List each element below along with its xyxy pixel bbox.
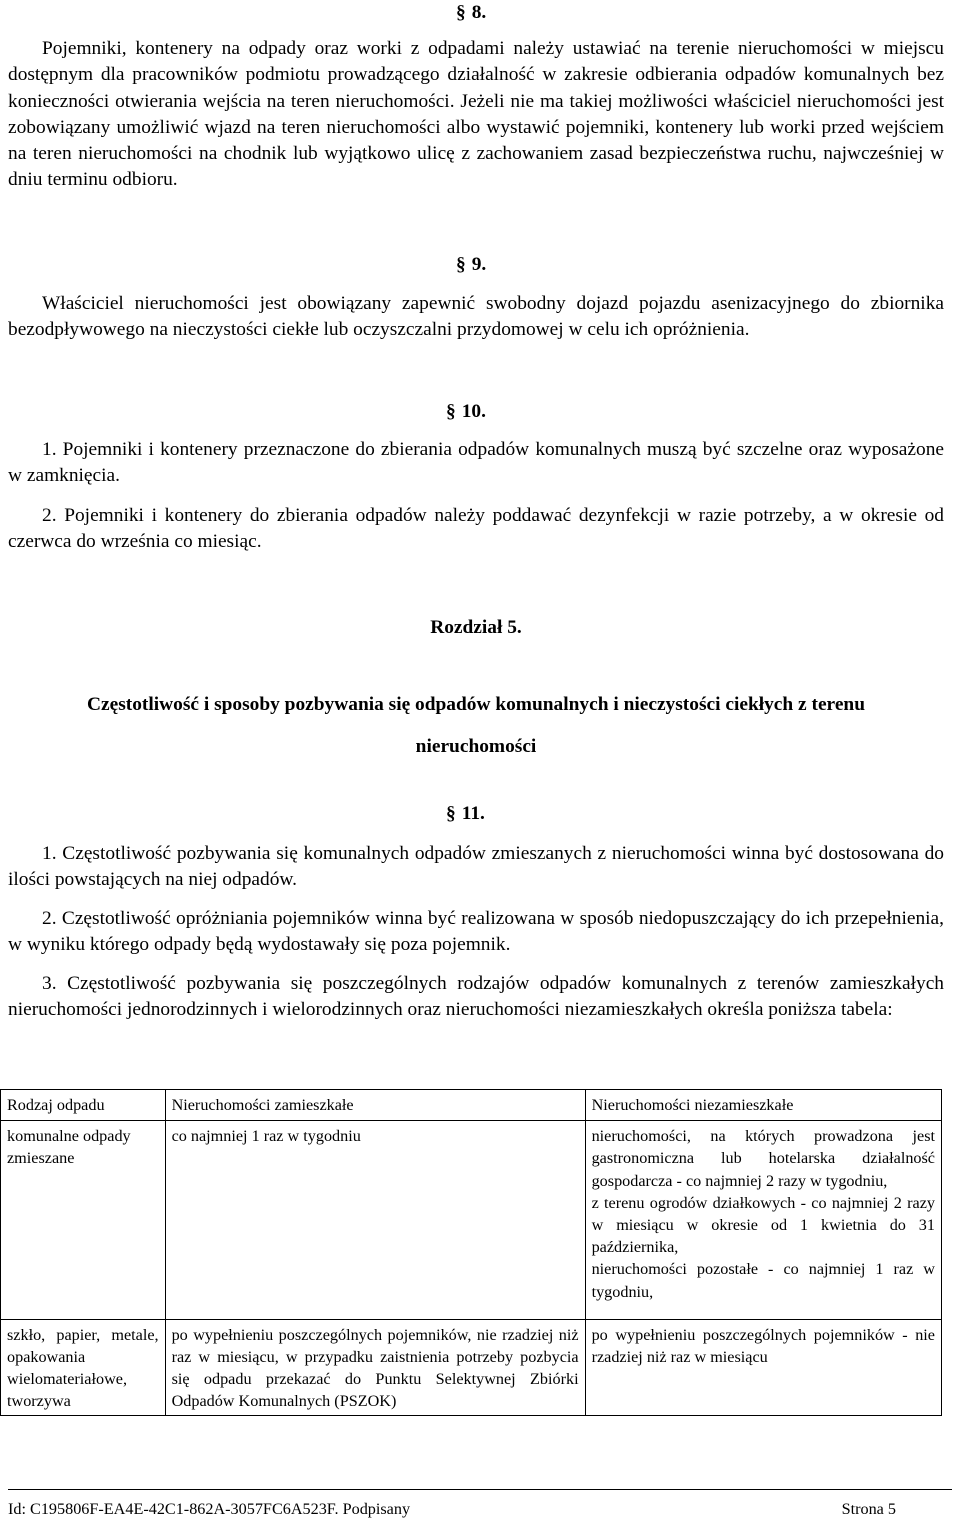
- table-row: [1, 1121, 942, 1320]
- nonresidential-rule: nieruchomości, na których prowadzona jest gastronomiczna lub hotelarska działalność gospodarcza - co najmniej 2 razy w tygodniu,: [591, 1127, 935, 1190]
- document-id: Id: C195806F-EA4E-42C1-862A-3057FC6A523F. Podpisany: [8, 1500, 411, 1518]
- table-cell-waste-type: komunalne odpady zmieszane: [1, 1121, 166, 1320]
- table-header-cell: Rodzaj odpadu: [1, 1090, 166, 1121]
- table-row: [1, 1319, 942, 1415]
- footer-divider: [8, 1489, 952, 1490]
- table-cell-residential: co najmniej 1 raz w tygodniu: [165, 1121, 585, 1320]
- table-cell-residential: po wypełnieniu poszczególnych pojemników, nie rzadziej niż raz w miesiącu, w przypadku zaistnienia potrzeby pozbycia się odpadu przekazać do Punktu Selektywnej Zbiórki Odpadów Komunalnych (PSZOK): [165, 1319, 585, 1415]
- table-header-row: [1, 1090, 942, 1121]
- paragraph-11-2: 2. Częstotliwość opróżniania pojemników winna być realizowana w sposób niedopuszczający do ich przepełnienia, w wyniku którego odpady będą wydostawały się poza pojemnik.: [8, 908, 944, 956]
- section-heading-11: § 11.: [446, 803, 485, 824]
- section-heading-8: § 8.: [456, 2, 487, 23]
- nonresidential-rule: z terenu ogrodów działkowych - co najmniej 2 razy w miesiącu w okresie od 1 kwietnia do 31 października,: [591, 1193, 935, 1257]
- paragraph-9: Właściciel nieruchomości jest obowiązany zapewnić swobodny dojazd pojazdu asenizacyjnego do zbiornika bezodpływowego na nieczystości ciekłe lub oczyszczalni przydomowej w celu ich opróżnienia.: [8, 293, 944, 341]
- paragraph-11-3: 3. Częstotliwość pozbywania się poszczególnych rodzajów odpadów komunalnych z terenów zamieszkałych nieruchomości jednorodzinnych i wielorodzinnych oraz nieruchomości niezamieszkałych określa poniższa tabela:: [8, 973, 944, 1021]
- paragraph-11-1: 1. Częstotliwość pozbywania się komunalnych odpadów zmieszanych z nieruchomości winna być dostosowana do ilości powstających na niej odpadów.: [8, 843, 944, 891]
- nonresidential-rule: nieruchomości pozostałe - co najmniej 1 raz w tygodniu,: [591, 1260, 935, 1301]
- waste-frequency-table: [0, 1089, 942, 1416]
- chapter-label: Rozdział 5.: [430, 617, 522, 638]
- table-header-cell: Nieruchomości niezamieszkałe: [585, 1090, 941, 1121]
- table-cell-nonresidential: [585, 1121, 941, 1320]
- table-header-cell: Nieruchomości zamieszkałe: [165, 1090, 585, 1121]
- table-cell-nonresidential: po wypełnieniu poszczególnych pojemników - nie rzadziej niż raz w miesiącu: [585, 1319, 941, 1415]
- section-heading-10: § 10.: [446, 401, 486, 422]
- paragraph-8: Pojemniki, kontenery na odpady oraz worki z odpadami należy ustawiać na terenie nieruchomości w miejscu dostępnym dla pracowników podmiotu prowadzącego działalność w zakresie odbierania odpadów komunalnych bez konieczności otwierania wejścia na teren nieruchomości. Jeżeli nie ma takiej możliwości właściciel nieruchomości jest zobowiązany umożliwić wjazd na teren nieruchomości albo wystawić pojemniki, kontenery lub worki przed wejściem na teren nieruchomości na chodnik lub wyjątkowo ulicę z zachowaniem zasad bezpieczeństwa ruchu, najwcześniej w dniu terminu odbioru.: [8, 38, 944, 191]
- chapter-title-line-1: Częstotliwość i sposoby pozbywania się odpadów komunalnych i nieczystości ciekłych z terenu: [87, 694, 865, 715]
- page-number: Strona 5: [841, 1500, 896, 1518]
- paragraph-10-1: 1. Pojemniki i kontenery przeznaczone do zbierania odpadów komunalnych muszą być szczelne oraz wyposażone w zamknięcia.: [8, 439, 944, 487]
- section-heading-9: § 9.: [456, 254, 487, 275]
- paragraph-10-2: 2. Pojemniki i kontenery do zbierania odpadów należy poddawać dezynfekcji w razie potrzeby, a w okresie od czerwca do września co miesiąc.: [8, 505, 944, 553]
- table-cell-waste-type: szkło, papier, metale, opakowania wielomateriałowe, tworzywa: [1, 1319, 166, 1415]
- chapter-title-line-2: nieruchomości: [415, 736, 537, 757]
